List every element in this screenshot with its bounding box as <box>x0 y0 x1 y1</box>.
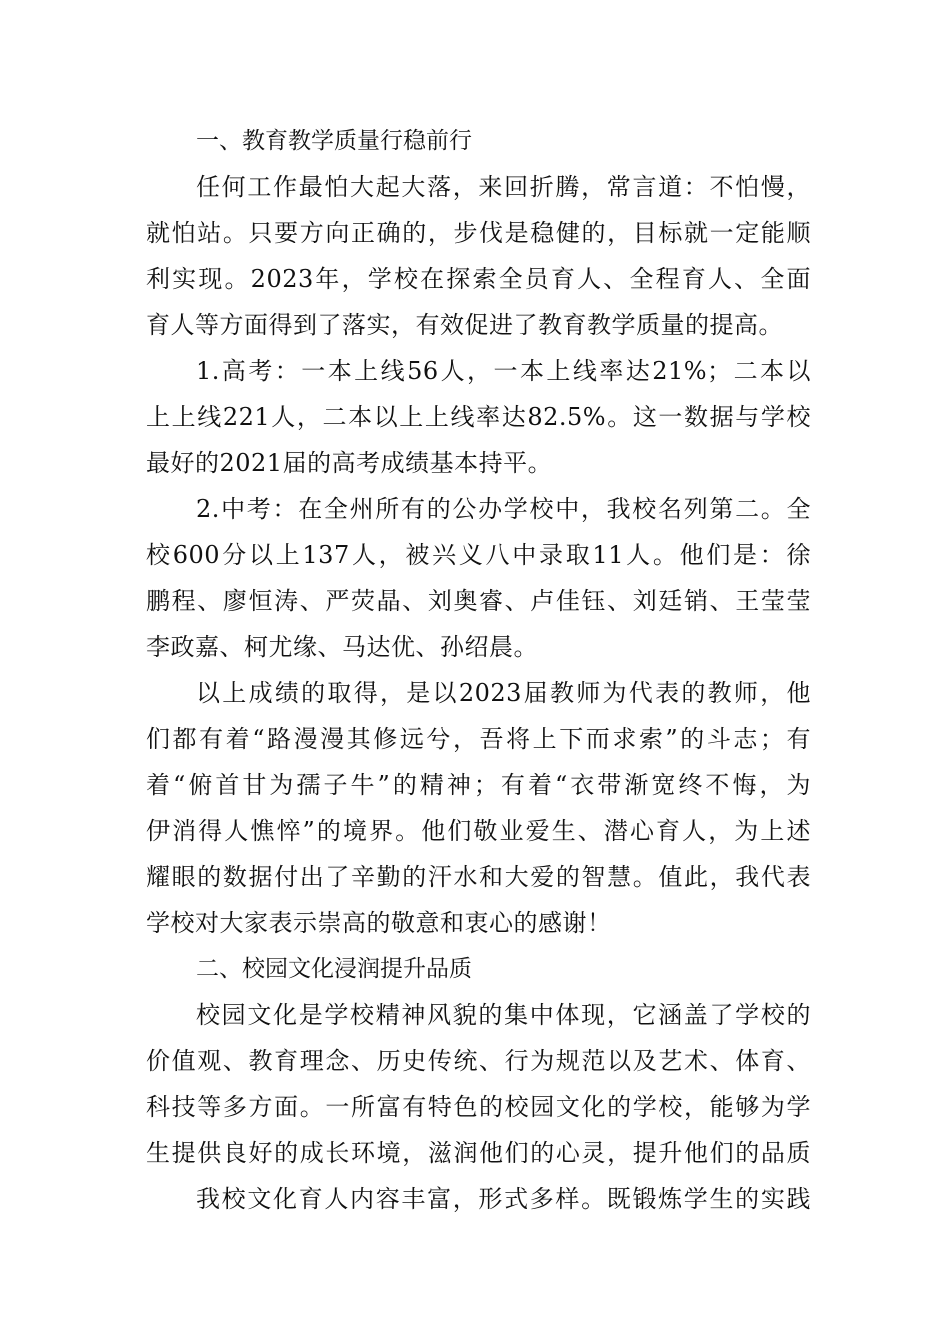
paragraph-line: 们都有着“路漫漫其修远兮，吾将上下而求索”的斗志；有 <box>146 725 811 753</box>
paragraph <box>146 486 811 670</box>
paragraph-line: 最好的2021届的高考成绩基本持平。 <box>146 449 553 477</box>
paragraph-line: 任何工作最怕大起大落，来回折腾，常言道：不怕慢， <box>196 173 811 201</box>
paragraph-line: 校600分以上137人，被兴义八中录取11人。他们是：徐 <box>146 541 811 569</box>
paragraph <box>146 670 811 946</box>
paragraph-line: 科技等多方面。一所富有特色的校园文化的学校，能够为学 <box>146 1093 811 1121</box>
paragraph-line: 校园文化是学校精神风貌的集中体现，它涵盖了学校的 <box>196 1001 811 1029</box>
paragraph <box>146 164 811 348</box>
section-heading: 一、教育教学质量行稳前行 <box>196 128 472 154</box>
paragraph-line: 着“俯首甘为孺子牛”的精神；有着“衣带渐宽终不悔，为 <box>146 771 811 799</box>
paragraph-line: 李政嘉、柯尤缘、马达优、孙绍晨。 <box>146 633 538 661</box>
paragraph <box>146 348 811 486</box>
paragraph-line: 鹏程、廖恒涛、严荧晶、刘奥睿、卢佳钰、刘廷销、王莹莹 <box>146 587 811 615</box>
paragraph-line: 价值观、教育理念、历史传统、行为规范以及艺术、体育、 <box>146 1047 811 1075</box>
paragraph-line: 我校文化育人内容丰富，形式多样。既锻炼学生的实践 <box>196 1185 811 1213</box>
paragraph-line: 以上成绩的取得，是以2023届教师为代表的教师，他 <box>196 679 811 707</box>
paragraph-line: 2.中考：在全州所有的公办学校中，我校名列第二。全 <box>196 495 811 523</box>
paragraph-line: 学校对大家表示崇高的敬意和衷心的感谢！ <box>146 909 612 937</box>
paragraph-line: 生提供良好的成长环境，滋润他们的心灵，提升他们的品质 <box>146 1139 811 1167</box>
paragraph <box>146 992 811 1176</box>
paragraph-line: 1.高考：一本上线56人，一本上线率达21%；二本以 <box>196 357 811 385</box>
paragraph-line: 上上线221人，二本以上上线率达82.5%。这一数据与学校 <box>146 403 811 431</box>
document-page <box>146 118 811 1222</box>
paragraph-line: 耀眼的数据付出了辛勤的汗水和大爱的智慧。值此，我代表 <box>146 863 811 891</box>
paragraph <box>146 1176 811 1222</box>
paragraph-line: 育人等方面得到了落实，有效促进了教育教学质量的提高。 <box>146 311 783 339</box>
paragraph-line: 利实现。2023年，学校在探索全员育人、全程育人、全面 <box>146 265 811 293</box>
paragraph-line: 就怕站。只要方向正确的，步伐是稳健的，目标就一定能顺 <box>146 219 811 247</box>
paragraph-line: 伊消得人憔悴”的境界。他们敬业爱生、潜心育人，为上述 <box>146 817 811 845</box>
section-heading: 二、校园文化浸润提升品质 <box>196 956 472 982</box>
